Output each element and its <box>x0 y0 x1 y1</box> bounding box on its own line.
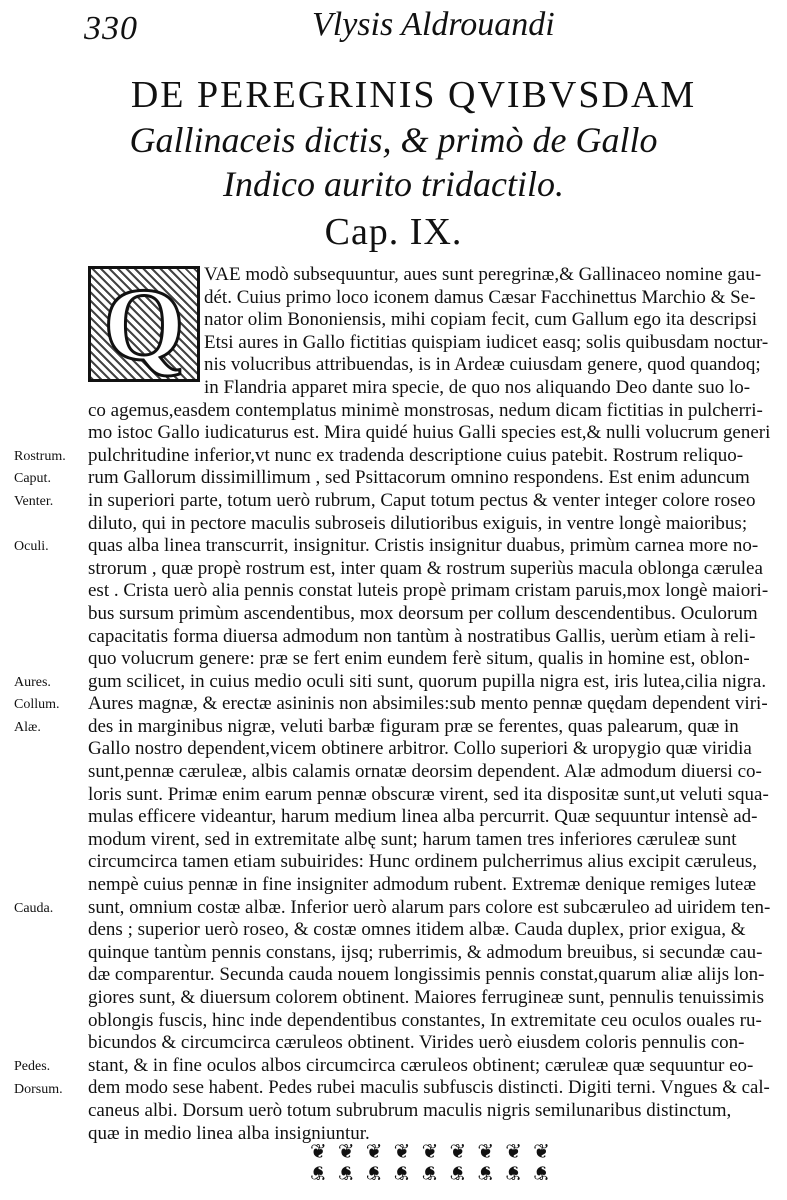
text-line: oblongis fuscis, hinc inde dependentibus constantes, In extremitate ceu oculos ouales ru- <box>88 1009 762 1031</box>
fleuron-icon: ❦ <box>533 1161 550 1185</box>
fleuron-icon: ❦ <box>421 1139 439 1163</box>
text-line: est . Crista uerò alia pennis constat luteis propè primam cristam paruis,mox longè maiori- <box>88 580 769 602</box>
chapter-title-line-2: Gallinaceis dictis, & primò de Gallo <box>129 120 658 160</box>
fleuron-icon: ❦ <box>505 1139 522 1163</box>
text-line: diluto, qui in pectore maculis subroseis dilutioribus exiguis, in ventre longè maioribus; <box>88 512 748 534</box>
text-line: nempè cuius pennæ in fine insigniter admodum rubent. Extremæ denique remiges luteæ <box>88 874 757 896</box>
fleuron-icon: ❦ <box>449 1139 467 1163</box>
fleuron-icon: ❦ <box>310 1139 327 1163</box>
text-lines <box>88 264 770 1145</box>
fleuron-icon: ❦ <box>505 1161 522 1185</box>
text-line: giores sunt, & diuersum colorem obtinent. Maiores ferrugineæ sunt, pennulis tenuissimis <box>88 987 764 1008</box>
body-text <box>88 264 770 1145</box>
text-line: bus sursum primùm ascendentibus, mox deorsum per collum descendentibus. Oculorum <box>88 602 758 624</box>
margin-note: Cauda. <box>14 900 54 916</box>
margin-note: Aures. <box>14 674 51 690</box>
margin-note: Collum. <box>14 697 60 713</box>
text-line: in Flandria apparet mira specie, de quo nos aliquando Deo dante suo lo- <box>204 376 751 398</box>
fleuron-icon: ❦ <box>449 1161 467 1185</box>
fleuron-icon: ❦ <box>393 1139 411 1163</box>
fleuron-icon: ❦ <box>533 1139 550 1163</box>
text-line: quas alba linea transcurrit, insignitur. Cristis insignitur duabus, primùm carnea more no- <box>88 535 759 557</box>
text-line: capacitatis forma diuersa admodum non tantùm à nostratibus Gallis, uerùm etiam à reli- <box>88 625 756 647</box>
fleuron-icon: ❦ <box>477 1161 495 1185</box>
text-line: Aures magnæ, & erectæ asininis non absimiles:sub mento pennæ quędam dependent viri- <box>88 693 768 715</box>
text-line: rum Gallorum dissimillimum , sed Psittacorum omnino respondens. Est enim aduncum <box>88 467 750 489</box>
text-line: strorum , quæ propè rostrum est, inter quam & rostrum superiùs macula oblonga cærulea <box>88 557 763 579</box>
text-line: quæ in medio linea alba insigniuntur. <box>88 1122 370 1144</box>
text-line: loris sunt. Primæ enim earum pennæ obscuræ virent, sed ita dispositæ sunt,ut veluti squa- <box>88 783 769 805</box>
fleuron-icon: ❦ <box>365 1139 383 1163</box>
margin-note: Alæ. <box>14 720 41 735</box>
text-line: VAE modò subsequuntur, aues sunt peregrinæ,& Gallinaceo nomine gau- <box>204 264 762 285</box>
text-line: dét. Cuius primo loco iconem damus Cæsar Facchinettus Marchio & Se- <box>204 286 756 308</box>
fleuron-icon: ❦ <box>477 1139 495 1163</box>
fleuron-icon: ❦ <box>421 1161 439 1185</box>
chapter-title-line-1: DE PEREGRINIS QVIBVSDAM <box>130 74 697 116</box>
text-line: stant, & in fine oculos albos circumcirca cæruleos obtinent; cæruleæ quæ sequuntur eo- <box>88 1054 754 1076</box>
fleuron-icon: ❦ <box>365 1161 383 1185</box>
margin-note: Pedes. <box>14 1059 51 1074</box>
text-line: sunt,pennæ cæruleæ, albis calamis ornatæ deorsim dependent. Alæ admodum diuersi co- <box>88 761 762 783</box>
text-line: dens ; superior uerò roseo, & costæ omnes itidem albæ. Cauda duplex, prior exigua, & <box>88 919 746 941</box>
text-line: circumcirca tamen etiam subuirides: Hunc ordinem pulcherrimus alius excipit cæruleus, <box>88 851 758 873</box>
fleuron-icon: ❦ <box>310 1161 327 1185</box>
text-line: dem modo sese habent. Pedes rubei maculis subfuscis distincti. Digiti terni. Vngues & cal- <box>88 1077 770 1099</box>
chapter-heading <box>0 72 787 258</box>
ornament-row <box>310 1162 550 1184</box>
text-line: pulchritudine inferior,vt nunc ex tradenda descriptione cuius patebit. Rostrum reliquo- <box>88 444 744 466</box>
text-line: co agemus,easdem contemplatus minimè monstrosas, nedum dicam fictitias in pulcherri- <box>88 399 763 421</box>
text-line: quo volucrum genere: præ se fert enim eundem ferè situm, qualis in homine est, oblon- <box>88 648 750 670</box>
decorated-initial <box>88 266 200 382</box>
text-line: des in marginibus nigræ, veluti barbæ figuram præ se ferentes, quas palearum, quæ in <box>88 715 739 737</box>
fleuron-icon: ❦ <box>393 1161 411 1185</box>
margin-note: Rostrum. <box>14 448 66 464</box>
text-line: nis volucribus attribuendas, is in Ardeæ cuiusdam genere, quod quandoq; <box>204 354 761 376</box>
text-line: gum scilicet, in cuius medio oculi siti sunt, quorum pupilla nigra est, iris lutea,cilia nigra. <box>88 670 767 692</box>
text-line: bicundos & circumcirca cæruleos obtinent. Virides uerò eiusdem coloris pennulis con- <box>88 1032 745 1054</box>
ornament-row <box>310 1140 550 1162</box>
chapter-title-line-3: Indico aurito tridactilo. <box>223 164 564 204</box>
text-line: Etsi aures in Gallo fictitias quispiam iudicet easq; solis quibusdam noctur- <box>204 331 769 353</box>
text-line: mulas efficere videantur, harum medium linea alba percurrit. Quæ sequuntur intensè ad- <box>88 806 758 828</box>
fleuron-icon: ❦ <box>337 1139 355 1163</box>
fleuron-icon: ❦ <box>337 1161 355 1185</box>
margin-note: Venter. <box>14 494 54 509</box>
chapter-number: Cap. IX. <box>324 211 463 253</box>
margin-note: Dorsum. <box>14 1081 63 1097</box>
text-line: sunt, omnium costæ albæ. Inferior uerò alarum pars colore est subcæruleo ad uiridem ten- <box>88 896 771 918</box>
text-line: nator olim Bononiensis, mihi copiam fecit, cum Gallum ego ita descripsi <box>204 309 758 331</box>
text-line: in superiori parte, totum uerò rubrum, Caput totum pectus & venter integer colore roseo <box>88 489 756 511</box>
margin-note: Caput. <box>14 471 51 487</box>
text-line: quinque tantùm pennis constans, ijsq; ruberrimis, & admodum breuibus, si secundæ cau- <box>88 941 763 963</box>
running-title: Vlysis Aldrouandi <box>312 6 555 43</box>
margin-note: Oculi. <box>14 539 49 555</box>
text-line: caneus albi. Dorsum uerò totum subrubrum maculis nigris semilunaribus distinctum, <box>88 1099 732 1121</box>
drop-cap-letter: Q <box>103 266 185 382</box>
page-number: 330 <box>84 10 138 47</box>
text-line: Gallo nostro dependent,vicem obtinere arbitror. Collo superiori & uropygio quæ viridia <box>88 738 752 760</box>
tailpiece-ornament <box>310 1140 550 1186</box>
text-line: modum virent, sed in extremitate albę sunt; harum tamen tres inferiores cæruleæ sunt <box>88 828 737 850</box>
running-header <box>0 4 787 54</box>
text-line: mo istoc Gallo iudicaturus est. Mira quidé huius Galli species est,& nulli volucrum generi <box>88 422 771 444</box>
text-line: dæ comparentur. Secunda cauda nouem longissimis pennis constat,quarum aliæ alijs lon- <box>88 964 765 986</box>
